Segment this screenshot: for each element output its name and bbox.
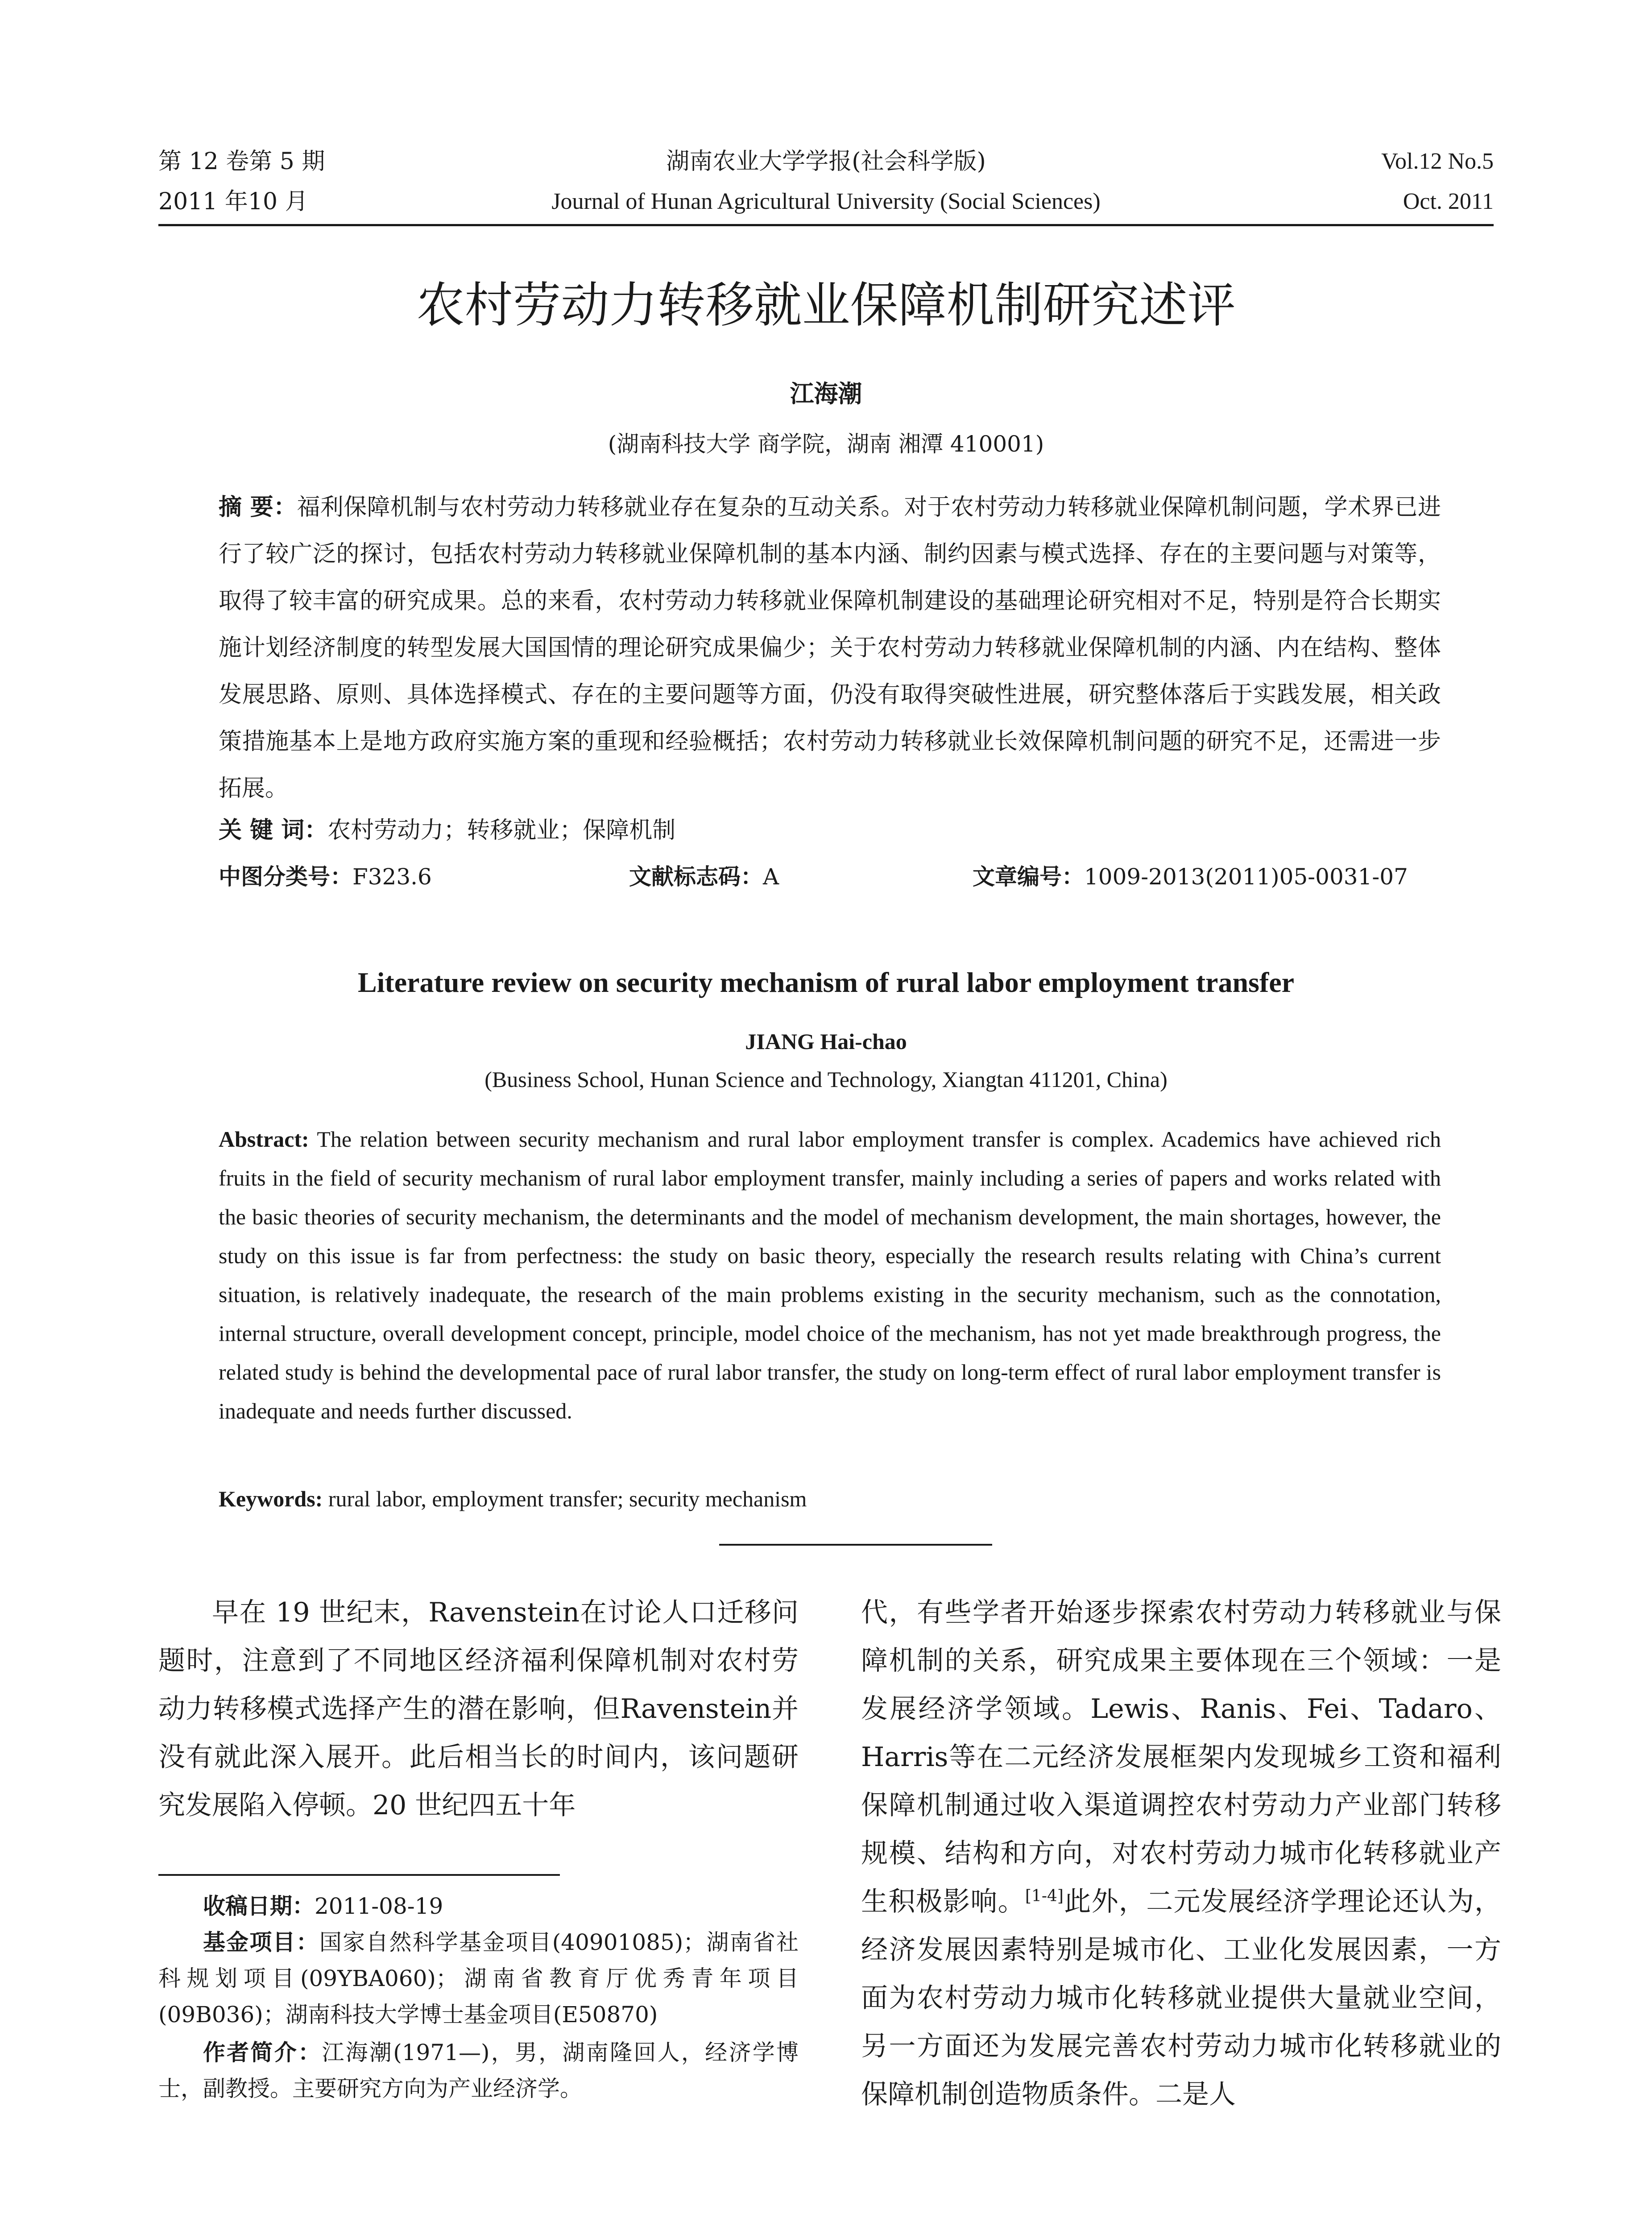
body-text-right-b: 此外，二元发展经济学理论还认为，经济发展因素特别是城市化、工业化发展因素，一方面为农村劳动力城市化转移就业提供大量就业空间，另一方面还为发展完善农村劳动力城市化转移就业的保障机制创造物质条件。二是人 bbox=[861, 1886, 1502, 2110]
publication-date-en: Oct. 2011 bbox=[1403, 189, 1494, 214]
body-text-right-a: 代，有些学者开始逐步探索农村劳动力转移就业与保障机制的关系，研究成果主要体现在三个领域：一是发展经济学领域。Lewis、Ranis、Fei、Tadaro、Harris等在二元经济发展框架内发现城乡工资和福利保障机制通过收入渠道调控农村劳动力产业部门转移规模、结构和方向，对农村劳动力城市化转移就业产生积极影响。 bbox=[861, 1597, 1501, 1917]
received-label: 收稿日期： bbox=[203, 1893, 315, 1919]
affiliation-cn: (湖南科技大学 商学院，湖南 湘潭 410001) bbox=[608, 431, 1044, 457]
footnote-fund bbox=[158, 1924, 799, 2033]
article-number-value: 1009-2013(2011)05-0031-07 bbox=[1084, 864, 1408, 890]
fund-label: 基金项目： bbox=[203, 1929, 319, 1955]
keywords-en bbox=[219, 1486, 807, 1512]
abstract-text-en: The relation between security mechanism and rural labor employment transfer is complex. Academics have achieved rich fruits in the field of security mechanism of rural labor employment transfer, mainly including a series of papers and works related with the basic theories of security mechanism, the determinants and the model of mechanism development, the main shortages, however, the study on this issue is far from perfectness: the study on basic theory, especially the research results relating with China’s current situation, is relatively inadequate, the research of the main problems existing in the security mechanism, such as the connotation, internal structure, overall development concept, principle, model choice of the mechanism, has not yet made breakthrough progress, the related study is behind the developmental pace of rural labor transfer, the study on long-term effect of rural labor employment transfer is inadequate and needs further discussed. bbox=[219, 1127, 1441, 1423]
author-bio-text: 江海潮(1971—)，男，湖南隆回人，经济学博士，副教授。主要研究方向为产业经济学。 bbox=[158, 2040, 799, 2102]
document-code-label: 文献标志码： bbox=[629, 864, 763, 890]
keywords-text-en: rural labor, employment transfer; security mechanism bbox=[328, 1486, 807, 1511]
body-column-left: 早在 19 世纪末，Ravenstein在讨论人口迁移问题时，注意到了不同地区经济福利保障机制对农村劳动力转移模式选择产生的潜在影响，但Ravenstein并没有就此深入展开。此后相当长的时间内，该问题研究发展陷入停顿。20 世纪四五十年 bbox=[158, 1597, 799, 1821]
author-bio-label: 作者简介： bbox=[203, 2040, 322, 2065]
article-number bbox=[973, 859, 1408, 891]
abstract-label-en: Abstract: bbox=[219, 1127, 309, 1152]
abstract-label-cn: 摘 要： bbox=[219, 494, 297, 521]
keywords-label-en: Keywords: bbox=[219, 1486, 323, 1511]
header-rule bbox=[158, 224, 1494, 226]
volume-number: Vol.12 No.5 bbox=[1381, 149, 1494, 174]
affiliation-en: (Business School, Hunan Science and Technology, Xiangtan 411201, China) bbox=[484, 1067, 1168, 1092]
document-code-value: A bbox=[763, 864, 779, 890]
abstract-text-cn: 福利保障机制与农村劳动力转移就业存在复杂的互动关系。对于农村劳动力转移就业保障机制问题，学术界已进行了较广泛的探讨，包括农村劳动力转移就业保障机制的基本内涵、制约因素与模式选择、存在的主要问题与对策等，取得了较丰富的研究成果。总的来看，农村劳动力转移就业保障机制建设的基础理论研究相对不足，特别是符合长期实施计划经济制度的转型发展大国国情的理论研究成果偏少；关于农村劳动力转移就业保障机制的内涵、内在结构、整体发展思路、原则、具体选择模式、存在的主要问题等方面，仍没有取得突破性进展，研究整体落后于实践发展，相关政策措施基本上是地方政府实施方案的重现和经验概括；农村劳动力转移就业长效保障机制问题的研究不足，还需进一步拓展。 bbox=[219, 494, 1441, 802]
received-date: 2011-08-19 bbox=[315, 1893, 443, 1919]
author-name-en: JIANG Hai-chao bbox=[745, 1029, 907, 1054]
abstract-cn bbox=[219, 484, 1441, 812]
clc-value: F323.6 bbox=[352, 864, 432, 890]
article-title-en: Literature review on security mechanism of rural labor employment transfer bbox=[357, 966, 1295, 998]
abstract-en bbox=[219, 1120, 1441, 1431]
clc-number bbox=[219, 859, 432, 891]
article-number-label: 文章编号： bbox=[973, 864, 1084, 890]
footnote-rule bbox=[158, 1874, 560, 1876]
journal-name-cn: 湖南农业大学学报(社会科学版) bbox=[666, 148, 986, 175]
document-code bbox=[629, 859, 779, 891]
journal-name-en: Journal of Hunan Agricultural University (Social Sciences) bbox=[551, 189, 1101, 214]
footnote-author bbox=[158, 2035, 799, 2107]
keywords-label-cn: 关 键 词： bbox=[219, 817, 328, 844]
fund-text: 国家自然科学基金项目(40901085)；湖南省社科规划项目(09YBA060)；湖南省教育厅优秀青年项目(09B036)；湖南科技大学博士基金项目(E50870) bbox=[158, 1929, 799, 2028]
section-divider bbox=[719, 1544, 992, 1546]
issue-number: 第 12 卷第 5 期 bbox=[158, 148, 325, 175]
body-column-right bbox=[861, 1588, 1501, 2119]
author-name-cn: 江海潮 bbox=[790, 380, 862, 408]
publication-date-cn: 2011 年10 月 bbox=[158, 188, 308, 215]
keywords-text-cn: 农村劳动力；转移就业；保障机制 bbox=[327, 817, 676, 844]
footnote-received bbox=[158, 1888, 799, 1924]
article-title-cn: 农村劳动力转移就业保障机制研究述评 bbox=[416, 278, 1236, 333]
citation-ref: [1-4] bbox=[1025, 1887, 1064, 1905]
clc-label: 中图分类号： bbox=[219, 864, 352, 890]
keywords-cn bbox=[219, 811, 675, 845]
